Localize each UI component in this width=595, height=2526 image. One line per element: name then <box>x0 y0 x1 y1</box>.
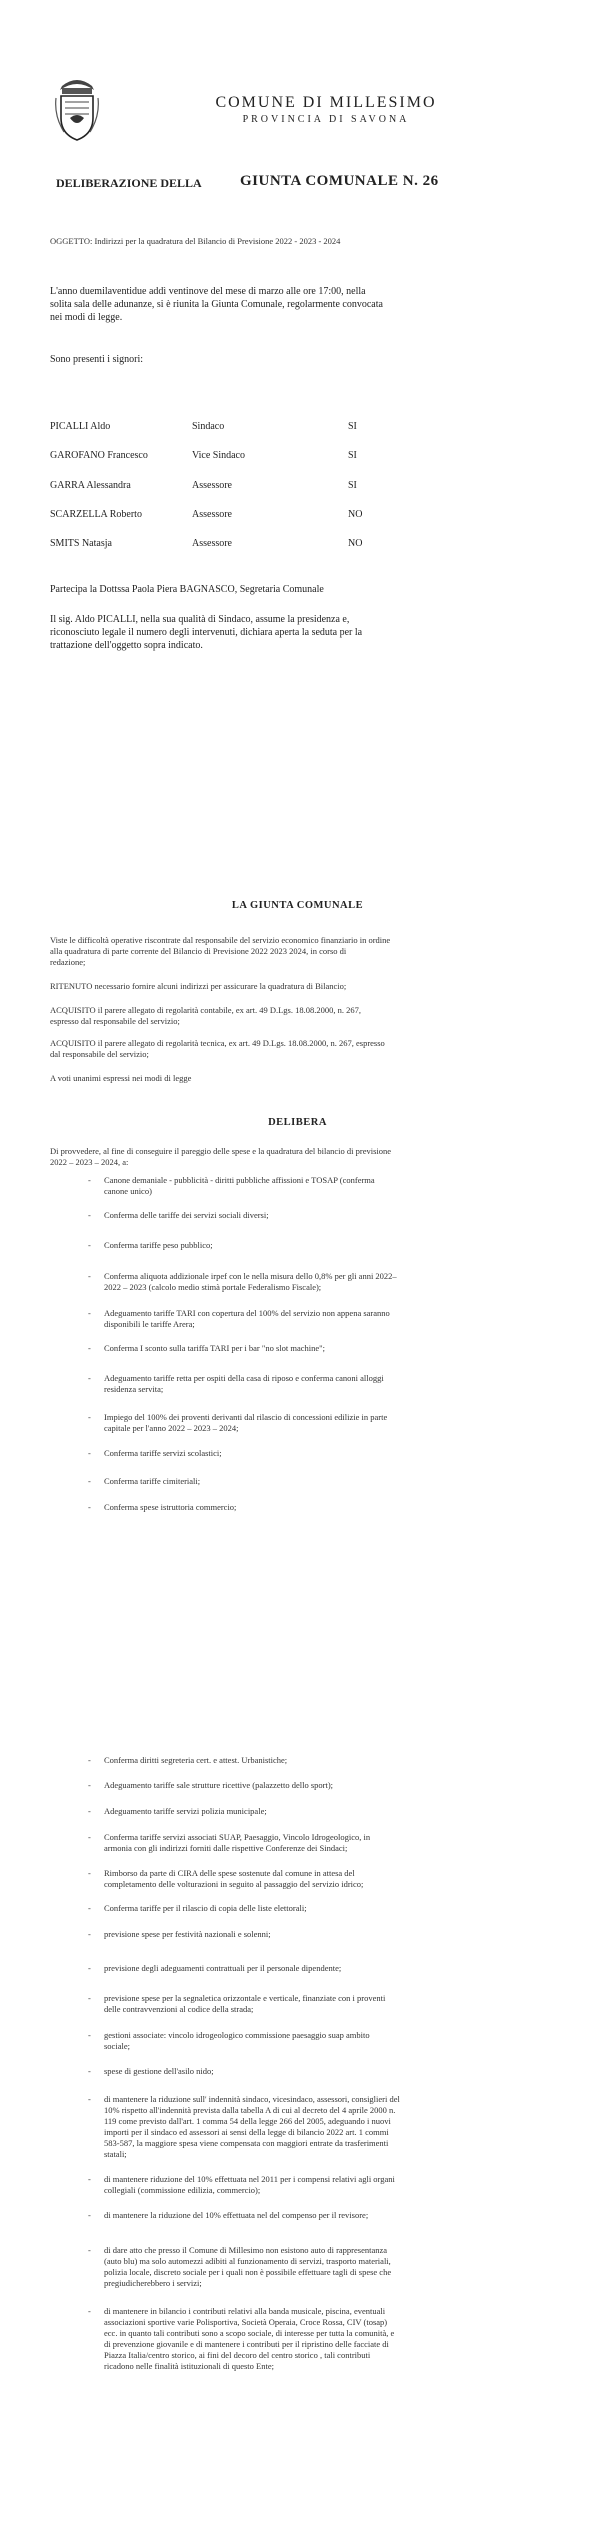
delibera-heading: DELIBERA <box>268 1117 327 1128</box>
attendee-role: Assessore <box>192 509 232 520</box>
opening-line: solita sala delle adunanze, si è riunita la Giunta Comunale, regolarmente convocata <box>50 299 383 310</box>
secretary-line: Partecipa la Dottssa Paola Piera BAGNASCO, Segretaria Comunale <box>50 584 324 595</box>
consideration-paragraph <box>50 935 540 968</box>
list-item-line: Conferma aliquota addizionale irpef con le nella misura dello 0,8% per gli anni 2022– <box>104 1271 397 1281</box>
consideration-line: espresso dal responsabile del servizio; <box>50 1016 180 1026</box>
opening-line: L'anno duemilaventidue addì ventinove del mese di marzo alle ore 17:00, nella <box>50 286 366 297</box>
consideration-paragraph <box>50 1073 540 1084</box>
delibera-intro-line: 2022 – 2023 – 2024, a: <box>50 1157 129 1167</box>
list-item-line: 10% rispetto all'indennità prevista dalla tabella A di cui al decreto del 4 aprile 2000 n. <box>104 2105 396 2115</box>
list-item <box>104 1448 544 1459</box>
list-item-line: importi per il sindaco ed assessori ai sensi della legge di bilancio 2022 art. 1 commi <box>104 2127 389 2137</box>
list-dash: - <box>88 1806 91 1816</box>
list-item-line: previsione spese per festività nazionali e solenni; <box>104 1929 271 1939</box>
list-item-line: di prevenzione giovanile e di mantenere i contributi per il ripristino delle facciate di <box>104 2339 389 2349</box>
list-item <box>104 1903 544 1914</box>
giunta-heading: LA GIUNTA COMUNALE <box>231 900 364 911</box>
list-item <box>104 1476 544 1487</box>
consideration-line: ACQUISITO il parere allegato di regolarità contabile, ex art. 49 D.Lgs. 18.08.2000, n. 267, <box>50 1005 361 1015</box>
list-dash: - <box>88 1903 91 1913</box>
list-item-line: di mantenere in bilancio i contributi relativi alla banda musicale, piscina, eventuali <box>104 2306 386 2316</box>
list-item <box>104 1963 544 1974</box>
list-item-line: 2022 – 2023 (calcolo medio stimà portale Federalismo Fiscale); <box>104 1282 322 1292</box>
list-item-line: Canone demaniale - pubblicità - diritti pubbliche affissioni e TOSAP (conferma <box>104 1175 375 1185</box>
list-item <box>104 1806 544 1817</box>
list-dash: - <box>88 1832 91 1842</box>
consideration-line: ACQUISITO il parere allegato di regolarità tecnica, ex art. 49 D.Lgs. 18.08.2000, n. 267, espresso <box>50 1038 385 1048</box>
list-item-line: di dare atto che presso il Comune di Millesimo non esistono auto di rappresentanza <box>104 2245 388 2255</box>
list-item-line: spese di gestione dell'asilo nido; <box>104 2066 214 2076</box>
list-item-line: canone unico) <box>104 1186 152 1196</box>
consideration-line: dal responsabile del servizio; <box>50 1049 149 1059</box>
list-item <box>104 2094 544 2160</box>
present-intro: Sono presenti i signori: <box>50 354 144 365</box>
attendee-present: SI <box>348 480 357 491</box>
list-item-line: capitale per l'anno 2022 – 2023 – 2024; <box>104 1423 239 1433</box>
attendee-present: NO <box>348 509 363 520</box>
list-dash: - <box>88 1929 91 1939</box>
municipality-name: COMUNE DI MILLESIMO <box>215 94 437 111</box>
list-item <box>104 1993 544 2015</box>
list-dash: - <box>88 1210 91 1220</box>
list-item-line: collegiali (commissione edilizia, commercio); <box>104 2185 261 2195</box>
list-item-line: di mantenere la riduzione del 10% effettuata nel del compenso per il revisore; <box>104 2210 369 2220</box>
list-item <box>104 2210 544 2221</box>
list-dash: - <box>88 2306 91 2316</box>
list-dash: - <box>88 1868 91 1878</box>
opening-line: nei modi di legge. <box>50 312 123 323</box>
list-item-line: Conferma diritti segreteria cert. e attest. Urbanistiche; <box>104 1755 288 1765</box>
attendee-name: GARRA Alessandra <box>50 480 131 491</box>
list-item-line: Impiego del 100% dei proventi derivanti dal rilascio di concessioni edilizie in parte <box>104 1412 388 1422</box>
list-item-line: Conferma tariffe peso pubblico; <box>104 1240 213 1250</box>
list-dash: - <box>88 1502 91 1512</box>
attendee-present: SI <box>348 450 357 461</box>
attendee-name: SMITS Natasja <box>50 538 112 549</box>
attendee-present: NO <box>348 538 363 549</box>
consideration-line: redazione; <box>50 957 86 967</box>
list-item-line: 583-587, la maggiore spesa viene compensata con maggiori entrate da trasferimenti <box>104 2138 389 2148</box>
presidency-paragraph <box>50 613 540 652</box>
list-item <box>104 1755 544 1766</box>
list-dash: - <box>88 1993 91 2003</box>
list-item-line: Piazza Italia/centro storico, ai fini del decoro del centro storico , tali contributi <box>104 2350 371 2360</box>
list-item <box>104 1240 544 1251</box>
list-item-line: statali; <box>104 2149 127 2159</box>
list-item-line: di mantenere la riduzione sull' indennità sindaco, vicesindaco, assessori, consiglieri del <box>104 2094 400 2104</box>
list-dash: - <box>88 1476 91 1486</box>
list-dash: - <box>88 2210 91 2220</box>
list-dash: - <box>88 2174 91 2184</box>
list-dash: - <box>88 1755 91 1765</box>
list-item-line: Adeguamento tariffe retta per ospiti della casa di riposo e conferma canoni alloggi <box>104 1373 384 1383</box>
list-item-line: ricadono nelle finalità istituzionali di questo Ente; <box>104 2361 274 2371</box>
list-dash: - <box>88 1271 91 1281</box>
list-dash: - <box>88 2245 91 2255</box>
list-item-line: residenza servita; <box>104 1384 164 1394</box>
consideration-line: alla quadratura di parte corrente del Bilancio di Previsione 2022 2023 2024, in corso di <box>50 946 347 956</box>
list-item <box>104 2306 544 2372</box>
deliberation-label: DELIBERAZIONE DELLA <box>56 176 202 190</box>
list-dash: - <box>88 2066 91 2076</box>
list-item-line: Conferma I sconto sulla tariffa TARI per i bar "no slot machine"; <box>104 1343 325 1353</box>
list-dash: - <box>88 2030 91 2040</box>
list-item <box>104 1929 544 1940</box>
list-item-line: (auto blu) ma solo automezzi adibiti al funzionamento di servizi, trasporto materiali, <box>104 2256 391 2266</box>
list-item-line: associazioni sportive varie Polisportiva, Società Operaia, Croce Rossa, CIV (tosap) <box>104 2317 388 2327</box>
list-item <box>104 1832 544 1854</box>
list-item <box>104 2174 544 2196</box>
list-item-line: delle contravvenzioni al codice della strada; <box>104 2004 254 2014</box>
delibera-intro-line: Di provvedere, al fine di conseguire il pareggio delle spese e la quadratura del bilancio di previsione <box>50 1146 392 1156</box>
list-item-line: di mantenere riduzione del 10% effettuata nel 2011 per i compensi relativi agli organi <box>104 2174 395 2184</box>
consideration-line: A voti unanimi espressi nei modi di legge <box>50 1073 192 1083</box>
municipal-crest-icon <box>52 72 102 142</box>
list-item <box>104 1868 544 1890</box>
consideration-paragraph <box>50 981 540 992</box>
list-item <box>104 2066 544 2077</box>
list-item-line: polizia locale, discreto sociale per i quali non è possibile effettuare tagli di spese che <box>104 2267 392 2277</box>
attendee-role: Assessore <box>192 538 232 549</box>
list-item-line: Adeguamento tariffe servizi polizia municipale; <box>104 1806 267 1816</box>
list-item-line: Conferma tariffe servizi scolastici; <box>104 1448 222 1458</box>
list-item-line: previsione spese per la segnaletica orizzontale e verticale, finanziate con i proventi <box>104 1993 386 2003</box>
consideration-line: RITENUTO necessario fornire alcuni indirizzi per assicurare la quadratura di Bilancio; <box>50 981 347 991</box>
attendee-role: Assessore <box>192 480 232 491</box>
list-item-line: Conferma tariffe per il rilascio di copia delle liste elettorali; <box>104 1903 307 1913</box>
list-dash: - <box>88 2094 91 2104</box>
list-item <box>104 1780 544 1791</box>
list-item-line: armonia con gli indirizzi forniti dalle rispettive Conferenze dei Sindaci; <box>104 1843 348 1853</box>
list-item <box>104 1412 544 1434</box>
list-item-line: Rimborso da parte di CIRA delle spese sostenute dal comune in attesa del <box>104 1868 355 1878</box>
list-item-line: previsione degli adeguamenti contrattuali per il personale dipendente; <box>104 1963 342 1973</box>
list-item-line: Conferma delle tariffe dei servizi sociali diversi; <box>104 1210 269 1220</box>
list-item <box>104 1502 544 1513</box>
opening-paragraph <box>50 285 540 324</box>
list-item <box>104 1175 544 1197</box>
attendee-role: Sindaco <box>192 421 225 432</box>
presidency-line: trattazione dell'oggetto sopra indicato. <box>50 640 203 651</box>
list-dash: - <box>88 1343 91 1353</box>
list-dash: - <box>88 1308 91 1318</box>
consideration-paragraph <box>50 1038 540 1060</box>
list-item-line: Conferma tariffe cimiteriali; <box>104 1476 201 1486</box>
list-item <box>104 2245 544 2289</box>
province-name: PROVINCIA DI SAVONA <box>242 114 410 125</box>
list-item <box>104 2030 544 2052</box>
attendee-role: Vice Sindaco <box>192 450 245 461</box>
list-dash: - <box>88 1412 91 1422</box>
list-item-line: 119 come previsto dall'art. 1 comma 54 della legge 266 del 2005, adeguando i nuovi <box>104 2116 391 2126</box>
attendee-name: PICALLI Aldo <box>50 421 111 432</box>
list-dash: - <box>88 1963 91 1973</box>
list-dash: - <box>88 1175 91 1185</box>
list-item <box>104 1210 544 1221</box>
attendee-present: SI <box>348 421 357 432</box>
list-item-line: disponibili le tariffe Arera; <box>104 1319 195 1329</box>
list-dash: - <box>88 1240 91 1250</box>
list-item <box>104 1308 544 1330</box>
list-dash: - <box>88 1448 91 1458</box>
list-item <box>104 1343 544 1354</box>
delibera-intro <box>50 1146 540 1168</box>
list-item-line: ecc. in quanto tali contributi sono a scopo sociale, di interesse per tutta la comunità, e <box>104 2328 395 2338</box>
subject-line: OGGETTO: Indirizzi per la quadratura del Bilancio di Previsione 2022 - 2023 - 2024 <box>50 236 341 246</box>
presidency-line: Il sig. Aldo PICALLI, nella sua qualità di Sindaco, assume la presidenza e, <box>50 614 350 625</box>
list-item-line: Conferma spese istruttoria commercio; <box>104 1502 237 1512</box>
list-item <box>104 1271 544 1293</box>
list-item-line: Conferma tariffe servizi associati SUAP, Paesaggio, Vincolo Idrogeologico, in <box>104 1832 371 1842</box>
deliberation-title: GIUNTA COMUNALE N. 26 <box>240 173 439 189</box>
list-item-line: sociale; <box>104 2041 130 2051</box>
list-item-line: Adeguamento tariffe TARI con copertura del 100% del servizio non appena saranno <box>104 1308 390 1318</box>
attendee-name: SCARZELLA Roberto <box>50 509 142 520</box>
consideration-paragraph <box>50 1005 540 1027</box>
consideration-line: Viste le difficoltà operative riscontrate dal responsabile del servizio economico finanziario in ordine <box>50 935 391 945</box>
presidency-line: riconosciuto legale il numero degli intervenuti, dichiara aperta la seduta per la <box>50 627 363 638</box>
list-item-line: gestioni associate: vincolo idrogeologico commissione paesaggio suap ambito <box>104 2030 370 2040</box>
list-item-line: pregiudicherebbero i servizi; <box>104 2278 202 2288</box>
list-item-line: completamento delle volturazioni in seguito al passaggio del servizio idrico; <box>104 1879 364 1889</box>
list-item <box>104 1373 544 1395</box>
list-dash: - <box>88 1373 91 1383</box>
attendee-name: GAROFANO Francesco <box>50 450 148 461</box>
list-dash: - <box>88 1780 91 1790</box>
list-item-line: Adeguamento tariffe sale strutture ricettive (palazzetto dello sport); <box>104 1780 334 1790</box>
